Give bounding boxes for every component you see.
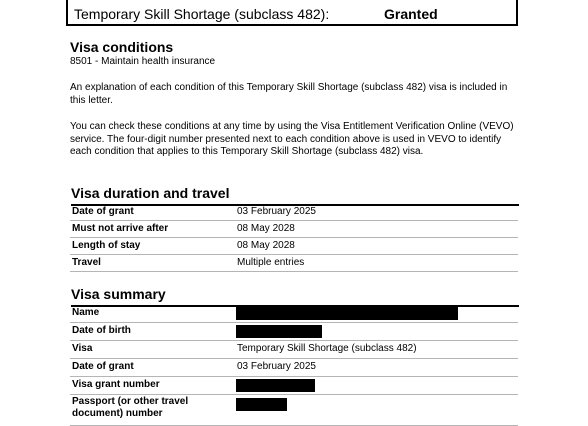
summary-heading: Visa summary <box>71 286 519 304</box>
redaction-block <box>236 398 287 411</box>
row-label: Visa grant number <box>72 379 160 390</box>
row-label: Name <box>72 307 100 318</box>
row-label: Travel <box>72 257 101 268</box>
row-label: Must not arrive after <box>72 223 169 234</box>
grant-status-value: Granted <box>384 6 438 22</box>
table-row <box>70 377 518 395</box>
row-label: Date of grant <box>72 206 134 217</box>
row-value: 03 February 2025 <box>237 206 316 217</box>
table-row <box>70 221 518 238</box>
row-value: 08 May 2028 <box>237 223 295 234</box>
table-row <box>70 359 518 377</box>
table-row <box>70 204 518 221</box>
grant-status-box <box>66 0 518 26</box>
table-row <box>70 323 518 341</box>
row-label: Date of grant <box>72 361 134 372</box>
duration-table <box>70 204 518 272</box>
row-value: Temporary Skill Shortage (subclass 482) <box>237 343 417 354</box>
row-value: 08 May 2028 <box>237 240 295 251</box>
row-label: Visa <box>72 343 93 354</box>
table-row <box>70 341 518 359</box>
visa-conditions-heading: Visa conditions <box>70 39 174 55</box>
conditions-explanation: An explanation of each condition of this Temporary Skill Shortage (subclass 482) visa is included in this letter. <box>70 82 508 106</box>
summary-table <box>70 305 518 426</box>
row-label: Date of birth <box>72 325 131 336</box>
row-value: Multiple entries <box>237 257 305 268</box>
table-row <box>70 305 518 323</box>
row-label: Passport (or other travel document) number <box>72 396 189 419</box>
vevo-paragraph: You can check these conditions at any time by using the Visa Entitlement Verification Online (VEVO) service. The four-digit number presented next to each condition above is used in VEVO to identify each condition that applies to this Temporary Skill Shortage (subclass 482) visa. <box>70 121 514 157</box>
table-row <box>70 238 518 255</box>
condition-item: 8501 - Maintain health insurance <box>70 56 216 67</box>
redaction-block <box>236 307 458 320</box>
row-label: Length of stay <box>72 240 141 251</box>
table-row <box>70 255 518 272</box>
row-value: 03 February 2025 <box>237 361 316 372</box>
redaction-block <box>236 325 322 338</box>
table-row <box>70 395 518 426</box>
grant-status-label: Temporary Skill Shortage (subclass 482): <box>74 6 330 22</box>
duration-heading: Visa duration and travel <box>71 185 519 203</box>
redaction-block <box>236 379 315 392</box>
